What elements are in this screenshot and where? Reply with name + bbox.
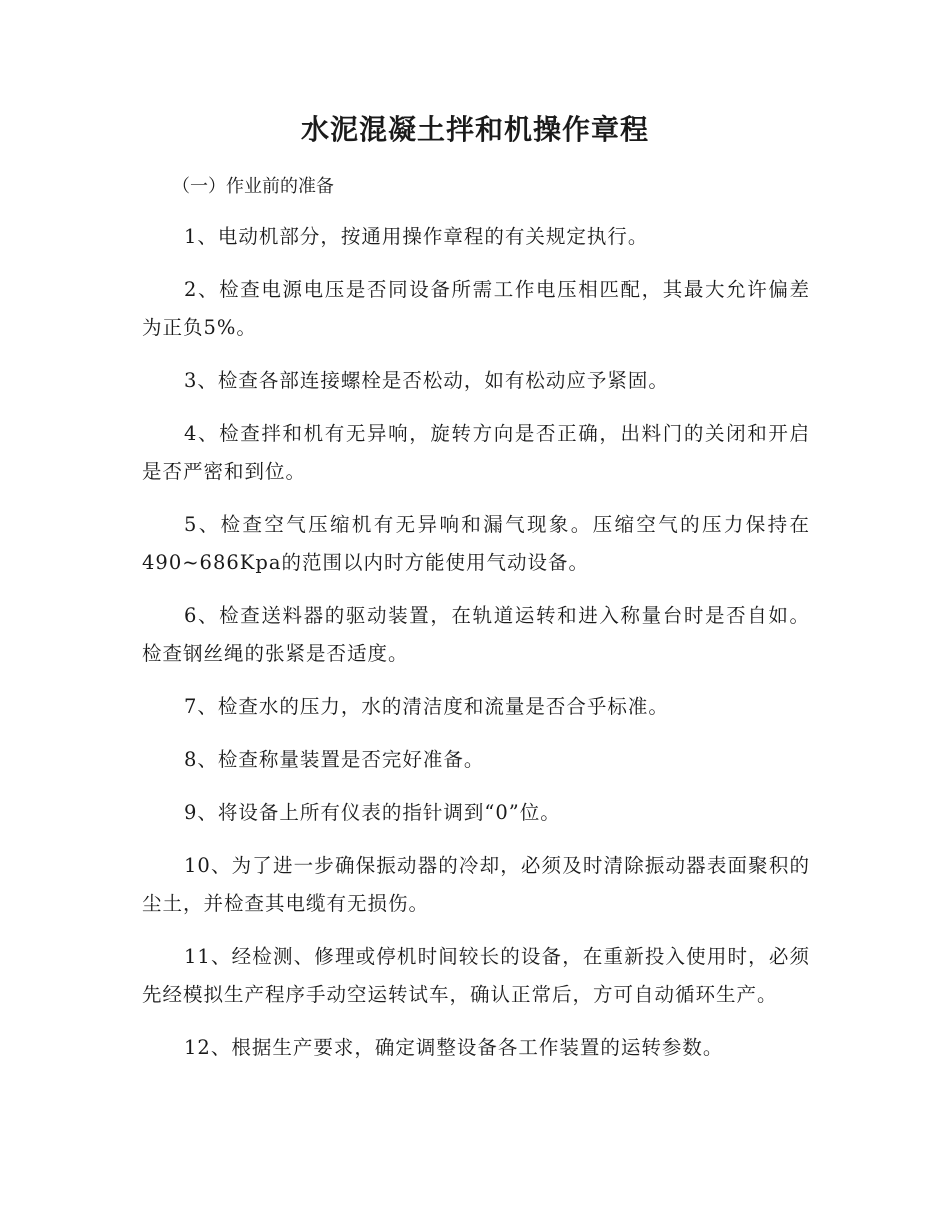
list-item: 12、根据生产要求，确定调整设备各工作装置的运转参数。 <box>184 1036 724 1059</box>
list-item: 6、检查送料器的驱动装置，在轨道运转和进入称量台时是否自如。检查钢丝绳的张紧是否适度。 <box>142 604 810 665</box>
list-item: 9、将设备上所有仪表的指针调到“0”位。 <box>184 801 561 824</box>
list-item: 3、检查各部连接螺栓是否松动，如有松动应予紧固。 <box>184 369 669 392</box>
document-title: 水泥混凝土拌和机操作章程 <box>300 113 649 146</box>
list-item: 10、为了进一步确保振动器的冷却，必须及时清除振动器表面聚积的尘土，并检查其电缆有无损伤。 <box>142 854 810 915</box>
list-item: 4、检查拌和机有无异响，旋转方向是否正确，出料门的关闭和开启是否严密和到位。 <box>142 422 810 483</box>
list-item: 1、电动机部分，按通用操作章程的有关规定执行。 <box>184 225 649 248</box>
section-heading: （一）作业前的准备 <box>172 176 334 197</box>
list-item: 2、检查电源电压是否同设备所需工作电压相匹配，其最大允许偏差为正负5%。 <box>142 278 810 339</box>
list-item: 11、经检测、修理或停机时间较长的设备，在重新投入使用时，必须先经模拟生产程序手动空运转试车，确认正常后，方可自动循环生产。 <box>142 945 810 1006</box>
list-item: 7、检查水的压力，水的清洁度和流量是否合乎标准。 <box>184 695 669 718</box>
list-item: 8、检查称量装置是否完好准备。 <box>184 748 485 771</box>
document-body <box>142 218 810 1082</box>
list-item: 5、检查空气压缩机有无异响和漏气现象。压缩空气的压力保持在490~686Kpa的范围以内时方能使用气动设备。 <box>142 513 810 574</box>
